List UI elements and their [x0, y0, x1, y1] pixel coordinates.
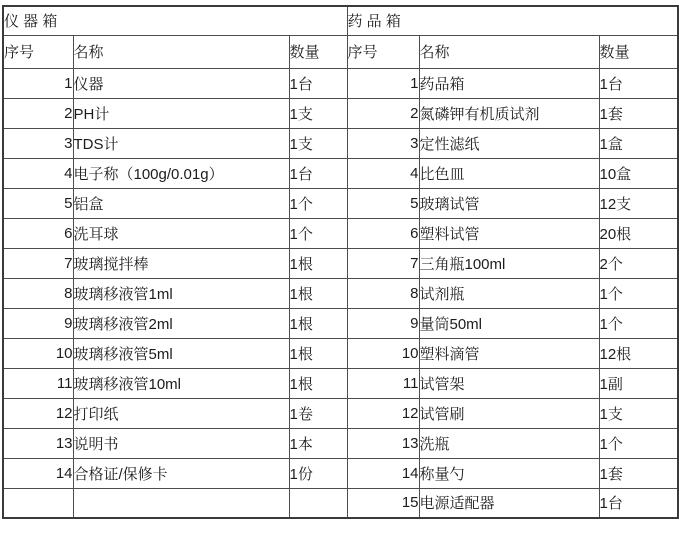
- cell-name: 量筒50ml: [419, 308, 599, 338]
- cell-name: 塑料试管: [419, 218, 599, 248]
- cell-serial: [3, 488, 73, 518]
- cell-serial: 15: [347, 488, 419, 518]
- cell-serial: 14: [3, 458, 73, 488]
- cell-serial: 7: [347, 248, 419, 278]
- cell-serial: 8: [3, 278, 73, 308]
- cell-qty: 1个: [599, 308, 678, 338]
- table-row: [3, 458, 678, 488]
- table-row: [3, 398, 678, 428]
- cell-serial: 8: [347, 278, 419, 308]
- cell-qty: 1个: [599, 428, 678, 458]
- cell-name: 电源适配器: [419, 488, 599, 518]
- cell-qty: 1根: [289, 248, 347, 278]
- table-row: [3, 308, 678, 338]
- cell-name: 玻璃移液管1ml: [73, 278, 289, 308]
- cell-name: 仪器: [73, 68, 289, 98]
- cell-serial: 4: [3, 158, 73, 188]
- cell-name: 试管刷: [419, 398, 599, 428]
- cell-qty: 1根: [289, 368, 347, 398]
- cell-qty: 12根: [599, 338, 678, 368]
- cell-name: 玻璃试管: [419, 188, 599, 218]
- table-header-row: [3, 35, 678, 68]
- table-row: [3, 488, 678, 518]
- cell-name: 定性滤纸: [419, 128, 599, 158]
- table-row: [3, 428, 678, 458]
- cell-name: 铝盒: [73, 188, 289, 218]
- cell-name: TDS计: [73, 128, 289, 158]
- header-serial-left: 序号: [3, 35, 73, 68]
- table-row: [3, 338, 678, 368]
- header-qty-left: 数量: [289, 35, 347, 68]
- cell-serial: 5: [3, 188, 73, 218]
- cell-name: 说明书: [73, 428, 289, 458]
- cell-qty: 1根: [289, 338, 347, 368]
- cell-serial: 1: [3, 68, 73, 98]
- cell-qty: [289, 488, 347, 518]
- table-row: [3, 158, 678, 188]
- cell-qty: 1盒: [599, 128, 678, 158]
- cell-serial: 11: [347, 368, 419, 398]
- cell-name: 打印纸: [73, 398, 289, 428]
- cell-qty: 1个: [289, 218, 347, 248]
- cell-serial: 11: [3, 368, 73, 398]
- cell-serial: 4: [347, 158, 419, 188]
- cell-qty: 1台: [289, 68, 347, 98]
- cell-qty: 1台: [599, 68, 678, 98]
- cell-name: 电子称（100g/0.01g）: [73, 158, 289, 188]
- cell-serial: 6: [3, 218, 73, 248]
- cell-name: 氮磷钾有机质试剂: [419, 98, 599, 128]
- cell-serial: 5: [347, 188, 419, 218]
- cell-qty: 1份: [289, 458, 347, 488]
- cell-name: 比色皿: [419, 158, 599, 188]
- header-name-right: 名称: [419, 35, 599, 68]
- cell-serial: 3: [3, 128, 73, 158]
- table-row: [3, 368, 678, 398]
- header-serial-right: 序号: [347, 35, 419, 68]
- table-row: [3, 68, 678, 98]
- cell-name: 玻璃移液管2ml: [73, 308, 289, 338]
- cell-qty: 1套: [599, 98, 678, 128]
- cell-qty: 1支: [289, 128, 347, 158]
- cell-qty: 2个: [599, 248, 678, 278]
- cell-qty: 1个: [289, 188, 347, 218]
- cell-qty: 1根: [289, 308, 347, 338]
- header-qty-right: 数量: [599, 35, 678, 68]
- cell-serial: 12: [3, 398, 73, 428]
- cell-serial: 13: [3, 428, 73, 458]
- cell-name: 药品箱: [419, 68, 599, 98]
- cell-serial: 10: [3, 338, 73, 368]
- cell-qty: 1套: [599, 458, 678, 488]
- cell-qty: 1副: [599, 368, 678, 398]
- cell-serial: 2: [347, 98, 419, 128]
- cell-qty: 1台: [289, 158, 347, 188]
- cell-name: 试管架: [419, 368, 599, 398]
- cell-serial: 9: [3, 308, 73, 338]
- cell-name: 玻璃搅拌棒: [73, 248, 289, 278]
- cell-name: 称量勺: [419, 458, 599, 488]
- cell-qty: 1支: [599, 398, 678, 428]
- table-row: [3, 278, 678, 308]
- cell-qty: 1卷: [289, 398, 347, 428]
- cell-serial: 3: [347, 128, 419, 158]
- table-row: [3, 188, 678, 218]
- cell-qty: 1支: [289, 98, 347, 128]
- cell-name: PH计: [73, 98, 289, 128]
- cell-name: 塑料滴管: [419, 338, 599, 368]
- cell-name: [73, 488, 289, 518]
- cell-name: 洗耳球: [73, 218, 289, 248]
- table-row: [3, 128, 678, 158]
- cell-serial: 13: [347, 428, 419, 458]
- table-row: [3, 248, 678, 278]
- cell-qty: 10盒: [599, 158, 678, 188]
- instrument-box-title: 仪 器 箱: [3, 6, 347, 35]
- cell-serial: 2: [3, 98, 73, 128]
- cell-serial: 12: [347, 398, 419, 428]
- table-title-row: [3, 6, 678, 35]
- cell-serial: 9: [347, 308, 419, 338]
- cell-name: 合格证/保修卡: [73, 458, 289, 488]
- cell-qty: 1台: [599, 488, 678, 518]
- cell-qty: 12支: [599, 188, 678, 218]
- cell-qty: 1本: [289, 428, 347, 458]
- cell-qty: 1个: [599, 278, 678, 308]
- cell-qty: 1根: [289, 278, 347, 308]
- cell-name: 玻璃移液管5ml: [73, 338, 289, 368]
- cell-name: 玻璃移液管10ml: [73, 368, 289, 398]
- cell-name: 洗瓶: [419, 428, 599, 458]
- cell-serial: 6: [347, 218, 419, 248]
- table-row: [3, 98, 678, 128]
- cell-serial: 10: [347, 338, 419, 368]
- cell-serial: 7: [3, 248, 73, 278]
- header-name-left: 名称: [73, 35, 289, 68]
- cell-serial: 1: [347, 68, 419, 98]
- table-rows: [3, 68, 678, 518]
- cell-qty: 20根: [599, 218, 678, 248]
- cell-name: 三角瓶100ml: [419, 248, 599, 278]
- inventory-table: [2, 5, 679, 519]
- cell-name: 试剂瓶: [419, 278, 599, 308]
- table-row: [3, 218, 678, 248]
- cell-serial: 14: [347, 458, 419, 488]
- medicine-box-title: 药 品 箱: [347, 6, 678, 35]
